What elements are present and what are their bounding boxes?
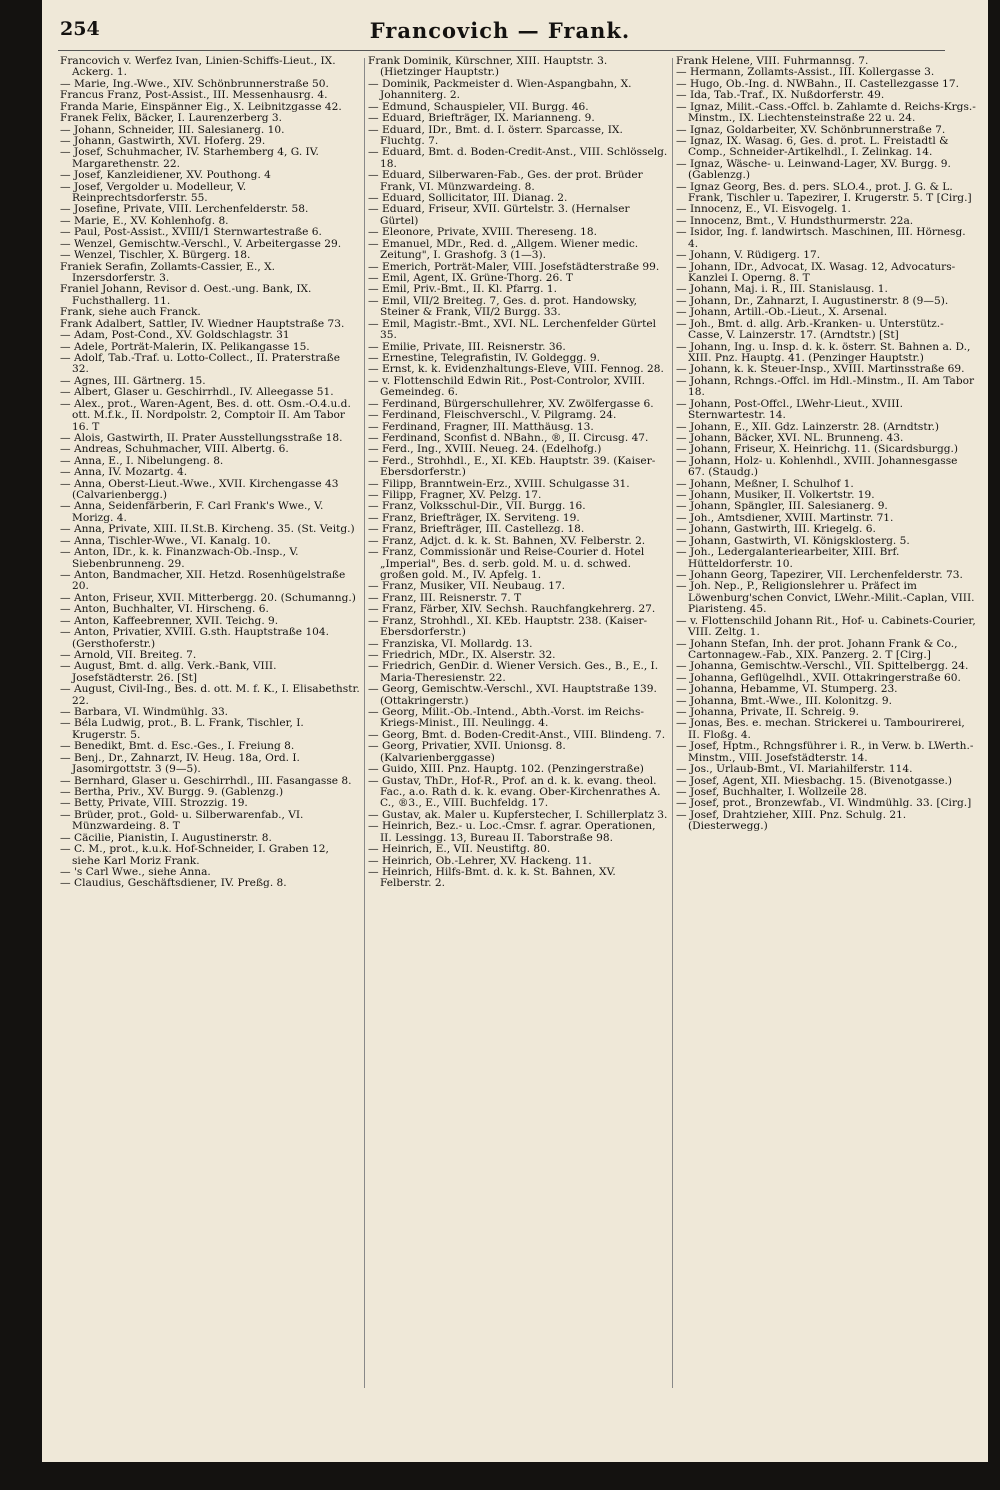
directory-entry: — Franz, Commissionär und Reise-Courier d. Hotel „Imperial", Bes. d. serb. gold. M. u. d. schwed. großen gold. M., IV. Apfelg. 1.: [368, 546, 645, 581]
directory-entry: — Josef, Kanzleidiener, XV. Pouthong. 4: [60, 169, 271, 182]
directory-entry: — Anna, IV. Mozartg. 4.: [60, 466, 188, 479]
directory-entry: — Filipp, Fragner, XV. Pelzg. 17.: [368, 489, 542, 502]
directory-entry: — Ferdinand, Fragner, III. Matthäusg. 13.: [368, 420, 594, 433]
directory-entry: — Emerich, Porträt-Maler, VIII. Josefstädterstraße 99.: [368, 260, 660, 273]
directory-entry: — Ignaz, IX. Wasag. 6, Ges. d. prot. L. Freistadtl & Comp., Schneider-Artikelhdl., I. Zelinkag. 14.: [676, 134, 949, 159]
directory-entry: — Hugo, Ob.-Ing. d. NWBahn., II. Castellezgasse 17.: [676, 77, 959, 90]
directory-entry: — August, Bmt. d. allg. Verk.-Bank, VIII. Josefstädterstr. 26. [St]: [60, 660, 277, 684]
directory-column-2: [368, 56, 668, 1396]
directory-entry: — Anton, IDr., k. k. Finanzwach-Ob.-Insp., V. Siebenbrunneng. 29.: [60, 546, 299, 570]
directory-entry: — Anton, Bandmacher, XII. Hetzd. Rosenhügelstraße 20.: [60, 568, 346, 593]
directory-entry: — Franz, Strohhdl., XI. KEb. Hauptstr. 238. (Kaiser-Ebersdorferstr.): [368, 614, 648, 639]
header-rule: [58, 50, 945, 51]
directory-entry: — Johann, Schneider, III. Salesianerg. 10.: [60, 123, 285, 136]
directory-entry: — Johann, Dr., Zahnarzt, I. Augustinerstr. 8 (9—5).: [676, 294, 949, 307]
directory-entry: — Ferdinand, Bürgerschullehrer, XV. Zwölfergasse 6.: [368, 397, 654, 410]
directory-entry: — Eduard, Silberwaren-Fab., Ges. der prot. Brüder Frank, VI. Münzwardeing. 8.: [368, 169, 643, 193]
directory-entry: — v. Flottenschild Edwin Rit., Post-Controlor, XVIII. Gemeindeg. 6.: [368, 374, 646, 399]
scan-bottom-border: [0, 1462, 1000, 1490]
directory-entry: — Johann, Meßner, I. Schulhof 1.: [676, 477, 854, 490]
directory-entry: — Franz, Färber, XIV. Sechsh. Rauchfangkehrerg. 27.: [368, 603, 656, 616]
directory-entry: Franiek Serafin, Zollamts-Cassier, E., X. Inzersdorferstr. 3.: [60, 260, 276, 285]
directory-entry: Frank, siehe auch Franck.: [60, 306, 201, 319]
directory-entry: — Ida, Tab.-Traf., IX. Nußdorferstr. 49.: [676, 89, 885, 102]
directory-entry: — Franz, Adjct. d. k. k. St. Bahnen, XV. Felberstr. 2.: [368, 534, 646, 547]
directory-entry: — Cäcilie, Pianistin, I. Augustinerstr. 8.: [60, 831, 272, 844]
directory-entry: — Adam, Post-Cond., XV. Goldschlagstr. 31: [60, 329, 290, 342]
directory-entry: — Joh. Nep., P., Religionslehrer u. Präfect im Löwenburg'schen Convict, LWehr.-Milit.-Caplan, VIII. Piaristeng. 45.: [676, 580, 975, 616]
directory-entry: — Dominik, Packmeister d. Wien-Aspangbahn, X. Johanniterg. 2.: [368, 77, 632, 102]
directory-entry: — Betty, Private, VIII. Strozzig. 19.: [60, 797, 248, 810]
directory-entry: — Jos., Urlaub-Bmt., VI. Mariahilferstr. 114.: [676, 763, 913, 776]
directory-entry: — Friedrich, GenDir. d. Wiener Versich. Ges., B., E., I. Maria-Theresienstr. 22.: [368, 660, 659, 684]
directory-entry: — Ignaz, Goldarbeiter, XV. Schönbrunnerstraße 7.: [676, 123, 946, 136]
directory-entry: — Anton, Buchhalter, VI. Hirscheng. 6.: [60, 603, 269, 616]
directory-entry: — Heinrich, Hilfs-Bmt. d. k. k. St. Bahnen, XV. Felberstr. 2.: [368, 865, 616, 890]
directory-entry: — Johann, Rchngs.-Offcl. im Hdl.-Minstm., II. Am Tabor 18.: [676, 374, 975, 399]
directory-entry: Francus Franz, Post-Assist., III. Messenhausrg. 4.: [60, 89, 328, 102]
directory-entry: — Adele, Porträt-Malerin, IX. Pelikangasse 15.: [60, 340, 310, 353]
directory-column-1: [60, 56, 360, 1396]
directory-entry: — Johann, k. k. Steuer-Insp., XVIII. Martinsstraße 69.: [676, 363, 965, 376]
directory-entry: — Jonas, Bes. e. mechan. Strickerei u. Tambourirerei, II. Floßg. 4.: [676, 717, 965, 741]
directory-entry: — Heinrich, Ob.-Lehrer, XV. Hackeng. 11.: [368, 854, 592, 867]
directory-entry: — Emil, Priv.-Bmt., II. Kl. Pfarrg. 1.: [368, 283, 557, 296]
directory-entry: — C. M., prot., k.u.k. Hof-Schneider, I. Graben 12, siehe Karl Moriz Frank.: [60, 843, 329, 867]
directory-entry: — Franziska, VI. Mollardg. 13.: [368, 637, 533, 650]
directory-entry: — Ferd., Ing., XVIII. Neueg. 24. (Edelhofg.): [368, 443, 602, 456]
directory-entry: — Georg, Gemischtw.-Verschl., XVI. Hauptstraße 139. (Ottakringerstr.): [368, 683, 657, 707]
column-divider: [364, 58, 365, 1388]
directory-entry: — Isidor, Ing. f. landwirtsch. Maschinen, III. Hörnesg. 4.: [676, 226, 966, 250]
directory-entry: — Josef, Schuhmacher, IV. Starhemberg 4, G. IV. Margarethenstr. 22.: [60, 146, 319, 170]
directory-entry: — Friedrich, MDr., IX. Alserstr. 32.: [368, 648, 556, 661]
directory-entry: — Johanna, Gemischtw.-Verschl., VII. Spittelbergg. 24.: [676, 660, 969, 673]
directory-entry: — Ferd., Strohhdl., E., XI. KEb. Hauptstr. 39. (Kaiser-Ebersdorferstr.): [368, 454, 656, 479]
directory-entry: — Johann, Gastwirth, XVI. Hoferg. 29.: [60, 134, 266, 147]
directory-entry: — Josefine, Private, VIII. Lerchenfelderstr. 58.: [60, 203, 309, 216]
directory-entry: — Heinrich, E., VII. Neustiftg. 80.: [368, 843, 551, 856]
directory-entry: — Eduard, Friseur, XVII. Gürtelstr. 3. (Hernalser Gürtel): [368, 203, 630, 227]
directory-entry: — Josef, Vergolder u. Modelleur, V. Reinprechtsdorferstr. 55.: [60, 180, 247, 205]
directory-entry: — Johann, Artill.-Ob.-Lieut., X. Arsenal.: [676, 306, 888, 319]
directory-entry: — Filipp, Branntwein-Erz., XVIII. Schulgasse 31.: [368, 477, 630, 490]
directory-entry: — Joh., Bmt. d. allg. Arb.-Kranken- u. Unterstütz.-Casse, V. Lainzerstr. 17. (Arndtstr.) [St]: [676, 317, 944, 342]
directory-entry: — Joh., Amtsdiener, XVIII. Martinstr. 71.: [676, 511, 894, 524]
directory-entry: — Béla Ludwig, prot., B. L. Frank, Tischler, I. Krugerstr. 5.: [60, 717, 304, 741]
directory-entry: — Ernst, k. k. Evidenzhaltungs-Eleve, VIII. Fennog. 28.: [368, 363, 664, 376]
directory-entry: Frank Adalbert, Sattler, IV. Wiedner Hauptstraße 73.: [60, 317, 345, 330]
directory-entry: — Ignaz Georg, Bes. d. pers. SLO.4., prot. J. G. & L. Frank, Tischler u. Tapezirer, I. Krugerstr. 5. T [Cirg.]: [676, 180, 972, 205]
directory-entry: — Franz, III. Reisnerstr. 7. T: [368, 591, 522, 604]
directory-entry: — Albert, Glaser u. Geschirrhdl., IV. Alleegasse 51.: [60, 386, 334, 399]
directory-entry: — Guido, XIII. Pnz. Hauptg. 102. (Penzingerstraße): [368, 763, 644, 776]
directory-entry: — Franz, Volksschul-Dir., VII. Burgg. 16.: [368, 500, 586, 513]
directory-entry: — Georg, Bmt. d. Boden-Credit-Anst., VIII. Blindeng. 7.: [368, 728, 666, 741]
directory-entry: — Innocenz, E., VI. Eisvogelg. 1.: [676, 203, 851, 216]
directory-entry: — Eleonore, Private, XVIII. Thereseng. 18.: [368, 226, 598, 239]
directory-entry: — Eduard, Bmt. d. Boden-Credit-Anst., VIII. Schlösselg. 18.: [368, 146, 668, 170]
directory-entry: Franek Felix, Bäcker, I. Laurenzerberg 3.: [60, 112, 283, 125]
directory-entry: — Georg, Privatier, XVII. Unionsg. 8. (Kalvarienberggasse): [368, 740, 566, 764]
directory-entry: — Alex., prot., Waren-Agent, Bes. d. ott. Osm.-O.4.u.d. ott. M.f.k., II. Nordpolstr. 2, Comptoir II. Am Tabor 16. T: [60, 397, 351, 433]
directory-entry: — Bernhard, Glaser u. Geschirrhdl., III. Fasangasse 8.: [60, 774, 352, 787]
directory-entry: — Gustav, ak. Maler u. Kupferstecher, I. Schillerplatz 3.: [368, 808, 668, 821]
directory-entry: — Ferdinand, Fleischverschl., V. Pilgramg. 24.: [368, 409, 617, 422]
directory-entry: — Emil, Agent, IX. Grüne-Thorg. 26. T: [368, 272, 574, 285]
directory-entry: — Heinrich, Bez.- u. Loc.-Cmsr. f. agrar. Operationen, II. Lessingg. 13, Bureau II. Taborstraße 98.: [368, 820, 656, 844]
directory-entry: — Adolf, Tab.-Traf. u. Lotto-Collect., II. Praterstraße 32.: [60, 351, 340, 376]
directory-entry: — Franz, Briefträger, IX. Serviteng. 19.: [368, 511, 580, 524]
directory-entry: — Eduard, IDr., Bmt. d. I. österr. Sparcasse, IX. Fluchtg. 7.: [368, 123, 623, 147]
directory-entry: — 's Carl Wwe., siehe Anna.: [60, 865, 211, 878]
directory-entry: — Johann, Spängler, III. Salesianerg. 9.: [676, 500, 888, 513]
directory-entry: — Benj., Dr., Zahnarzt, IV. Heug. 18a, Ord. I. Jasomirgottstr. 3 (9—5).: [60, 751, 300, 776]
directory-entry: — Anna, Seidenfärberin, F. Carl Frank's Wwe., V. Morizg. 4.: [60, 500, 324, 524]
directory-entry: — Johann, V. Rüdigerg. 17.: [676, 249, 821, 262]
directory-entry: — Georg, Milit.-Ob.-Intend., Abth.-Vorst. im Reichs-Kriegs-Minist., III. Neulingg. 4.: [368, 706, 644, 730]
directory-entry: — Johann, E., XII. Gdz. Lainzerstr. 28. (Arndtstr.): [676, 420, 939, 433]
directory-entry: — Johann, Musiker, II. Volkertstr. 19.: [676, 489, 875, 502]
directory-entry: — Eduard, Sollicitator, III. Dianag. 2.: [368, 192, 568, 205]
directory-entry: Franda Marie, Einspänner Eig., X. Leibnitzgasse 42.: [60, 100, 342, 113]
directory-entry: — Alois, Gastwirth, II. Prater Ausstellungsstraße 18.: [60, 431, 343, 444]
directory-column-3: [676, 56, 976, 1396]
directory-entry: — Paul, Post-Assist., XVIII/1 Sternwartestraße 6.: [60, 226, 322, 239]
directory-entry: — Johanna, Hebamme, VI. Stumperg. 23.: [676, 683, 898, 696]
directory-entry: Frank Dominik, Kürschner, XIII. Hauptstr. 3. (Hietzinger Hauptstr.): [368, 56, 608, 79]
directory-entry: — Johann, Friseur, X. Heinrichg. 11. (Sicardsburgg.): [676, 443, 959, 456]
directory-entry: — Arnold, VII. Breiteg. 7.: [60, 648, 197, 661]
directory-entry: — Benedikt, Bmt. d. Esc.-Ges., I. Freiung 8.: [60, 740, 295, 753]
directory-entry: — Emilie, Private, III. Reisnerstr. 36.: [368, 340, 566, 353]
directory-entry: — Franz, Musiker, VII. Neubaug. 17.: [368, 580, 566, 593]
directory-entry: — Ignaz, Milit.-Cass.-Offcl. b. Zahlamte d. Reichs-Krgs.-Minstm., IX. Liechtensteinstraße 22 u. 24.: [676, 100, 976, 125]
directory-entry: — Anna, E., I. Nibelungeng. 8.: [60, 454, 224, 467]
directory-entry: — Anna, Private, XIII. II.St.B. Kircheng. 35. (St. Veitg.): [60, 523, 355, 536]
directory-entry: — Innocenz, Bmt., V. Hundsthurmerstr. 22a.: [676, 214, 914, 227]
directory-entry: Francovich v. Werfez Ivan, Linien-Schiffs-Lieut., IX. Ackerg. 1.: [60, 56, 336, 79]
directory-entry: Franiel Johann, Revisor d. Oest.-ung. Bank, IX. Fuchsthallerg. 11.: [60, 283, 312, 307]
directory-entry: — Bertha, Priv., XV. Burgg. 9. (Gablenzg.): [60, 786, 284, 798]
directory-entry: — Anna, Tischler-Wwe., VI. Kanalg. 10.: [60, 534, 271, 547]
directory-entry: — Wenzel, Gemischtw.-Verschl., V. Arbeitergasse 29.: [60, 237, 342, 250]
directory-entry: — Josef, Drahtzieher, XIII. Pnz. Schulg. 21. (Diesterwegg.): [676, 808, 907, 833]
page-number: 254: [60, 18, 100, 40]
directory-entry: — Andreas, Schuhmacher, VIII. Albertg. 6.: [60, 443, 289, 456]
directory-entry: — Josef, Buchhalter, I. Wollzeile 28.: [676, 786, 867, 798]
directory-entry: — Anna, Oberst-Lieut.-Wwe., XVII. Kirchengasse 43 (Calvarienbergg.): [60, 477, 339, 502]
directory-entry: — Marie, Ing.-Wwe., XIV. Schönbrunnerstraße 50.: [60, 77, 329, 90]
scan-left-border: [0, 0, 42, 1490]
directory-entry: — Brüder, prot., Gold- u. Silberwarenfab., VI. Münzwardeing. 8. T: [60, 808, 304, 833]
scan-right-border: [988, 0, 1000, 1490]
directory-entry: — Johann Stefan, Inh. der prot. Johann Frank & Co., Cartonnagew.-Fab., XIX. Panzerg. 2. T [Cirg.]: [676, 637, 958, 661]
directory-entry: — Johann Georg, Tapezirer, VII. Lerchenfelderstr. 73.: [676, 568, 963, 581]
directory-entry: — Ernestine, Telegrafistin, IV. Goldeggg. 9.: [368, 351, 600, 364]
directory-entry: — Anton, Kaffeebrenner, XVII. Teichg. 9.: [60, 614, 279, 627]
directory-entry: — Johanna, Bmt.-Wwe., III. Kolonitzg. 9.: [676, 694, 892, 707]
directory-entry: — Joh., Ledergalanteriearbeiter, XIII. Brf. Hütteldorferstr. 10.: [676, 546, 900, 570]
directory-entry: Frank Helene, VIII. Fuhrmannsg. 7.: [676, 56, 869, 67]
directory-entry: — Johann, Gastwirth, III. Kriegelg. 6.: [676, 523, 876, 536]
directory-entry: — Anton, Friseur, XVII. Mitterbergg. 20. (Schumanng.): [60, 591, 356, 604]
directory-entry: — Agnes, III. Gärtnerg. 15.: [60, 374, 206, 387]
directory-entry: — Edmund, Schauspieler, VII. Burgg. 46.: [368, 100, 589, 113]
directory-entry: — Johann, IDr., Advocat, IX. Wasag. 12, Advocaturs-Kanzlei I. Operng. 8. T: [676, 260, 956, 285]
directory-entry: — Johann, Maj. i. R., III. Stanislausg. 1.: [676, 283, 888, 296]
directory-entry: — Johann, Ing. u. Insp. d. k. k. österr. St. Bahnen a. D., XIII. Pnz. Hauptg. 41. (Penzinger Hauptstr.): [676, 340, 971, 364]
directory-entry: — Barbara, VI. Windmühlg. 33.: [60, 706, 229, 719]
directory-entry: — Josef, prot., Bronzewfab., VI. Windmühlg. 33. [Cirg.]: [676, 797, 972, 810]
directory-entry: — Johann, Post-Offcl., LWehr-Lieut., XVIII. Sternwartestr. 14.: [676, 397, 903, 422]
directory-entry: — Johann, Holz- u. Kohlenhdl., XVIII. Johannesgasse 67. (Staudg.): [676, 454, 958, 479]
running-head: Francovich — Frank.: [369, 18, 631, 43]
directory-entry: — Josef, Hptm., Rchngsführer i. R., in Verw. b. LWerth.-Minstm., VIII. Josefstädterstr. 14.: [676, 740, 974, 764]
directory-entry: — Emil, Magistr.-Bmt., XVI. NL. Lerchenfelder Gürtel 35.: [368, 317, 657, 342]
directory-entry: — Anton, Privatier, XVIII. G.sth. Hauptstraße 104. (Gersthoferstr.): [60, 626, 330, 650]
directory-entry: — Ignaz, Wäsche- u. Leinwand-Lager, XV. Burgg. 9. (Gablenzg.): [676, 157, 951, 182]
directory-entry: — Emanuel, MDr., Red. d. „Allgem. Wiener medic. Zeitung", I. Grashofg. 3 (1—3).: [368, 237, 639, 262]
directory-entry: — Johann, Gastwirth, VI. Königsklosterg. 5.: [676, 534, 910, 547]
directory-entry: — Eduard, Briefträger, IX. Marianneng. 9.: [368, 112, 595, 125]
directory-entry: — Johanna, Private, II. Schreig. 9.: [676, 706, 860, 719]
directory-entry: — Claudius, Geschäftsdiener, IV. Preßg. 8.: [60, 877, 287, 890]
column-divider: [672, 58, 673, 1388]
directory-entry: — August, Civil-Ing., Bes. d. ott. M. f. K., I. Elisabethstr. 22.: [60, 683, 360, 707]
directory-entry: — Johann, Bäcker, XVI. NL. Brunneng. 43.: [676, 431, 904, 444]
directory-entry: — Hermann, Zollamts-Assist., III. Kollergasse 3.: [676, 66, 935, 79]
directory-entry: — Wenzel, Tischler, X. Bürgerg. 18.: [60, 249, 251, 262]
directory-entry: — Ferdinand, Sconfist d. NBahn., ®, II. Circusg. 47.: [368, 431, 649, 444]
directory-entry: — Franz, Briefträger, III. Castellezg. 18.: [368, 523, 585, 536]
directory-entry: — Josef, Agent, XII. Miesbachg. 15. (Bivenotgasse.): [676, 774, 953, 787]
directory-entry: — Marie, E., XV. Kohlenhofg. 8.: [60, 214, 229, 227]
directory-entry: — Emil, VII/2 Breiteg. 7, Ges. d. prot. Handowsky, Steiner & Frank, VII/2 Burgg. 33.: [368, 294, 638, 319]
directory-entry: — Johanna, Geflügelhdl., XVII. Ottakringerstraße 60.: [676, 671, 961, 684]
directory-entry: — Gustav, ThDr., Hof-R., Prof. an d. k. k. evang. theol. Fac., a.o. Rath d. k. k. evang. Ober-Kirchenrathes A. C., ®3., E., VIII. Buchfeldg. 17.: [368, 774, 661, 810]
directory-entry: — v. Flottenschild Johann Rit., Hof- u. Cabinets-Courier, VIII. Zeltg. 1.: [676, 614, 976, 639]
